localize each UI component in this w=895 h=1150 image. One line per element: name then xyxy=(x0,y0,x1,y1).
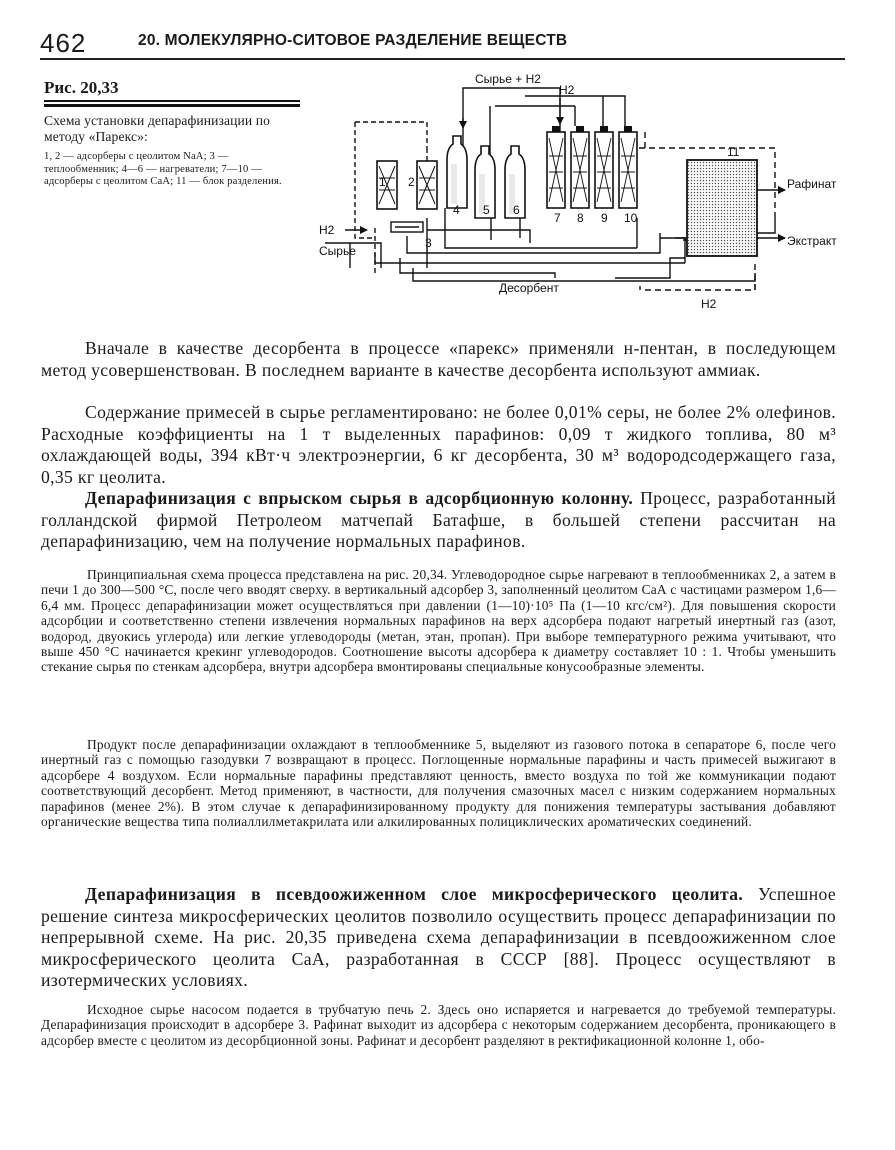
label-h2-bottom: H2 xyxy=(701,297,717,311)
num-7: 7 xyxy=(554,211,561,225)
header-rule xyxy=(40,58,845,60)
paragraph-3-heading: Депарафинизация с впрыском сырья в адсорбционную колонну. xyxy=(85,488,634,508)
label-h2-top: H2 xyxy=(559,83,575,97)
paragraph-7: Исходное сырье насосом подается в трубчатую печь 2. Здесь оно испаряется и нагревается до требуемой температуры. Депарафинизация происходит в адсорбере 3. Рафинат выходит из адсорбера с некоторым содержанием десорбента, проникающего в адсорбер вместе с цеолитом из десорбционной зоны. Рафинат и десорбент разделяют в ректификационной колонне 1, обо- xyxy=(41,1002,836,1048)
running-header xyxy=(40,26,840,66)
num-3: 3 xyxy=(425,236,432,250)
paragraph-2: Содержание примесей в сырье регламентировано: не более 0,01% серы, не более 2% олефинов. Расходные коэффициенты на 1 т выделенных парафинов: 0,09 т жидкого топлива, 80 м³ охлаждающей воды, 394 кВт·ч электроэнергии, 6 кг десорбента, 30 м³ водородсодержащего газа, 0,35 кг цеолита. xyxy=(41,402,836,487)
figure-caption-title: Схема установки депарафинизации по методу «Парекс»: xyxy=(44,113,271,144)
paragraph-6-heading: Депарафинизация в псевдоожиженном слое микросферического цеолита. xyxy=(85,884,744,904)
figure-caption-legend: 1, 2 — адсорберы с цеолитом NaA; 3 — теплообменник; 4—6 — нагреватели; 7—10 — адсорберы с цеолитом СаА; 11 — блок разделения. xyxy=(44,151,282,188)
num-4: 4 xyxy=(453,203,460,217)
paragraph-3-text: Процесс, разработанный голландской фирмой Петролеом матчепай Батафше, в большей степени рассчитан на депарафинизацию, чем на получение нормальных парафинов. xyxy=(41,488,836,552)
paragraph-4: Принципиальная схема процесса представлена на рис. 20,34. Углеводородное сырье нагревают в теплообменниках 2, а затем в печи 1 до 300—500 °С, после чего вводят сверху. в вертикальный адсорбер 3, заполненный цеолитом СаА с частицами размером 1,6—6,4 мм. Процесс депарафинизации может осуществляться при давлении (1—10)·10⁵ Па (1—10 кгс/см²). Для повышения скорости адсорбции и соответственно степени извлечения нормальных парафинов на верх адсорбера подают нагретый инертный газ (азот, водород, двуокись углерода) или легкие углеводороды (метан, этан, пропан). При выборе температурного режима учитывают, что выше 450 °С начинается крекинг углеводородов. Соотношение высоты адсорбера к диаметру составляет 10 : 1. Чтобы уменьшить стекание сырья по стенкам адсорбера, внутри адсорбера вмонтированы специальные конусообразные элементы. xyxy=(41,567,836,675)
paragraph-6-text: Успешное решение синтеза микросферических цеолитов позволило осуществить процесс депарафинизации по непрерывной схеме. На рис. 20,35 приведена схема депарафинизации в псевдоожиженном слое микросферического цеолита СаА, разработанная в СССР [88]. Процесс осуществляют в изотермических условиях. xyxy=(41,884,836,991)
label-desorbent: Десорбент xyxy=(499,281,559,295)
num-5: 5 xyxy=(483,203,490,217)
paragraph-6 xyxy=(41,884,836,992)
paragraph-5: Продукт после депарафинизации охлаждают в теплообменнике 5, выделяют из газового потока в сепараторе 6, после чего инертный газ с помощью газодувки 7 возвращают в процесс. Поглощенные нормальные парафины и часть примесей выжигают в адсорбере 4 воздухом. Если нормальные парафины представляют ценность, вместо воздуха по той же коммуникации подают соответствующий десорбент. Метод применяют, в частности, для получения смазочных масел с низким содержанием нормальных парафинов (менее 2%). В этом случае к депарафинизированному продукту для понижения температуры застывания добавляют органические вещества типа полиаллилметакрилата или алкилированных полициклических ароматических соединений. xyxy=(41,737,836,830)
label-feed-h2-top: Сырье + H2 xyxy=(475,72,541,86)
num-8: 8 xyxy=(577,211,584,225)
running-title: 20. МОЛЕКУЛЯРНО-СИТОВОЕ РАЗДЕЛЕНИЕ ВЕЩЕСТВ xyxy=(138,32,568,49)
figure-rule-thin xyxy=(44,100,300,102)
label-extract: Экстракт xyxy=(787,234,837,248)
num-6: 6 xyxy=(513,203,520,217)
figure-label: Рис. 20,33 xyxy=(44,78,119,97)
label-raffinate: Рафинат xyxy=(787,177,837,191)
paragraph-3 xyxy=(41,488,836,553)
num-11: 11 xyxy=(727,145,740,159)
figure-rule-thick xyxy=(44,104,300,107)
num-9: 9 xyxy=(601,211,608,225)
num-10: 10 xyxy=(624,211,638,225)
num-1: 1 xyxy=(379,175,386,189)
num-2: 2 xyxy=(408,175,415,189)
paragraph-1: Вначале в качестве десорбента в процессе «парекс» применяли н-пентан, в последующем метод усовершенствован. В последнем варианте в качестве десорбента используют аммиак. xyxy=(41,338,836,380)
label-feed-left: Сырье xyxy=(319,244,356,258)
parex-scheme-diagram xyxy=(315,68,855,316)
page-number: 462 xyxy=(40,28,87,58)
label-h2-left: H2 xyxy=(319,223,335,237)
